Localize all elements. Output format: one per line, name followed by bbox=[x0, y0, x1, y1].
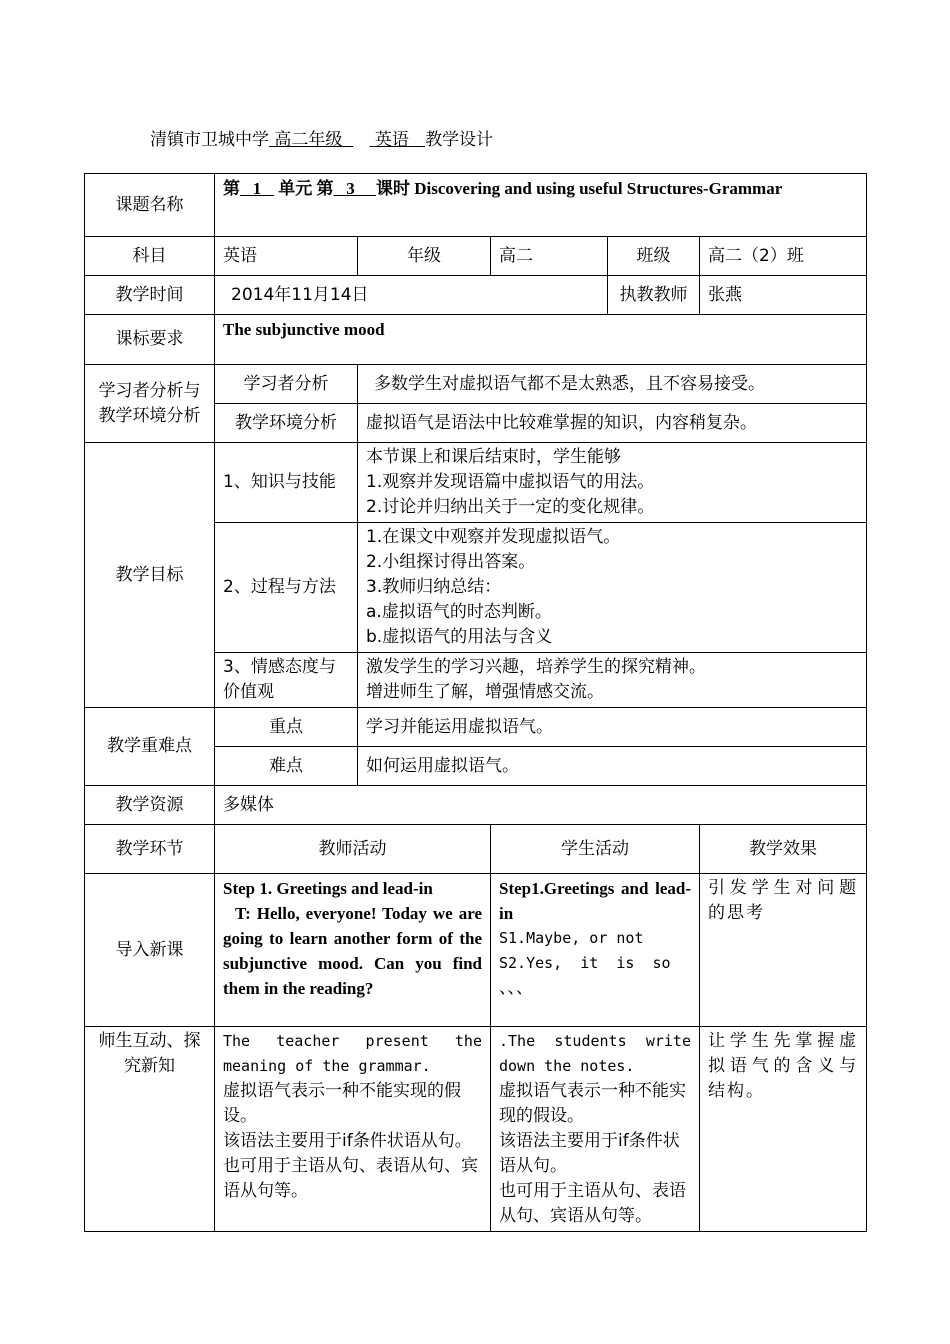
row-subject bbox=[85, 237, 867, 276]
lesson-plan-table bbox=[84, 173, 867, 1232]
intro-effect: 引发学生对问题的思考 bbox=[700, 874, 867, 1027]
intro-student-line: S2.Yes, it is so bbox=[499, 954, 671, 972]
explore-teacher-line: 虚拟语气表示一种不能实现的假设。 bbox=[223, 1081, 461, 1126]
goal3-line: 激发学生的学习兴趣，培养学生的探究精神。 bbox=[366, 657, 706, 677]
goal1-content bbox=[358, 443, 867, 523]
grade-value: 高二 bbox=[491, 237, 608, 276]
explore-effect: 让学生先掌握虚拟语气的含义与结构。 bbox=[700, 1027, 867, 1232]
row-resource bbox=[85, 786, 867, 825]
goal2-line: 1.在课文中观察并发现虚拟语气。 bbox=[366, 527, 621, 547]
goal1-line: 本节课上和课后结束时，学生能够 bbox=[366, 447, 621, 467]
row-intro bbox=[85, 874, 867, 1027]
time-label: 教学时间 bbox=[85, 276, 215, 315]
class-label: 班级 bbox=[608, 237, 700, 276]
explore-teacher bbox=[215, 1027, 491, 1232]
row-focus bbox=[85, 708, 867, 747]
explore-teacher-en: The teacher present the meaning of the grammar. bbox=[223, 1032, 482, 1075]
row-activity-header bbox=[85, 825, 867, 874]
resource-label: 教学资源 bbox=[85, 786, 215, 825]
document-header bbox=[150, 125, 493, 150]
focus-label: 重点 bbox=[215, 708, 358, 747]
topic-label: 课题名称 bbox=[85, 174, 215, 237]
subject-label: 科目 bbox=[85, 237, 215, 276]
effect-label: 教学效果 bbox=[700, 825, 867, 874]
intro-teacher bbox=[215, 874, 491, 1027]
explore-student-line: 也可用于主语从句、表语从句、宾语从句等。 bbox=[499, 1181, 686, 1226]
learner-label: 学习者分析 bbox=[215, 365, 358, 404]
intro-label: 导入新课 bbox=[85, 874, 215, 1027]
intro-student-line: 、、、 bbox=[499, 978, 533, 998]
topic-value: 第 1 单元 第 3 课时 Discovering and using useful Structures-Grammar bbox=[215, 174, 867, 237]
key-label: 教学重难点 bbox=[85, 708, 215, 786]
row-standard bbox=[85, 315, 867, 365]
explore-teacher-line: 该语法主要用于if条件状语从句。 bbox=[223, 1131, 472, 1151]
goal2-line: b.虚拟语气的用法与含义 bbox=[366, 627, 553, 647]
class-value: 高二（2）班 bbox=[700, 237, 867, 276]
grade-label: 年级 bbox=[358, 237, 491, 276]
intro-teacher-text: T: Hello, everyone! Today we are going to learn another form of the subjunctive mood. Can you find them in the reading? bbox=[223, 904, 482, 998]
row-goal1 bbox=[85, 443, 867, 523]
row-topic bbox=[85, 174, 867, 237]
goal2-content bbox=[358, 523, 867, 653]
env-label: 教学环境分析 bbox=[215, 404, 358, 443]
resource-value: 多媒体 bbox=[215, 786, 867, 825]
time-value: 2014年11月14日 bbox=[215, 276, 608, 315]
goal1-label: 1、知识与技能 bbox=[215, 443, 358, 523]
analysis-label: 学习者分析与教学环境分析 bbox=[85, 365, 215, 443]
intro-student-title: Step1.Greetings and lead-in bbox=[499, 879, 691, 923]
explore-student bbox=[491, 1027, 700, 1232]
explore-label: 师生互动、探究新知 bbox=[85, 1027, 215, 1232]
goals-label: 教学目标 bbox=[85, 443, 215, 708]
explore-teacher-line: 也可用于主语从句、表语从句、宾语从句等。 bbox=[223, 1156, 478, 1201]
student-activity-label: 学生活动 bbox=[491, 825, 700, 874]
row-explore bbox=[85, 1027, 867, 1232]
teacher-activity-label: 教师活动 bbox=[215, 825, 491, 874]
doc-title: 教学设计 bbox=[425, 130, 494, 150]
standard-value: The subjunctive mood bbox=[215, 315, 867, 365]
grade-name: 高二年级 bbox=[274, 130, 343, 150]
teacher-label: 执教教师 bbox=[608, 276, 700, 315]
goal2-line: 2.小组探讨得出答案。 bbox=[366, 552, 536, 572]
goal3-content bbox=[358, 653, 867, 708]
explore-student-en: .The students write down the notes. bbox=[499, 1032, 691, 1075]
env-value: 虚拟语气是语法中比较难掌握的知识，内容稍复杂。 bbox=[358, 404, 867, 443]
intro-teacher-title: Step 1. Greetings and lead-in bbox=[223, 879, 433, 898]
row-time bbox=[85, 276, 867, 315]
intro-student-line: S1.Maybe, or not bbox=[499, 929, 644, 947]
difficulty-label: 难点 bbox=[215, 747, 358, 786]
school-name: 清镇市卫城中学 bbox=[150, 130, 269, 150]
goal2-line: 3.教师归纳总结： bbox=[366, 577, 502, 597]
teacher-value: 张燕 bbox=[700, 276, 867, 315]
goal3-line: 增进师生了解，增强情感交流。 bbox=[366, 682, 604, 702]
goal2-line: a.虚拟语气的时态判断。 bbox=[366, 602, 552, 622]
learner-value: 多数学生对虚拟语气都不是太熟悉，且不容易接受。 bbox=[358, 365, 867, 404]
subject-name: 英语 bbox=[374, 130, 409, 150]
explore-student-line: 虚拟语气表示一种不能实现的假设。 bbox=[499, 1081, 686, 1126]
subject-value: 英语 bbox=[215, 237, 358, 276]
goal2-label: 2、过程与方法 bbox=[215, 523, 358, 653]
explore-student-line: 该语法主要用于if条件状语从句。 bbox=[499, 1131, 680, 1176]
stage-label: 教学环节 bbox=[85, 825, 215, 874]
goal1-line: 1.观察并发现语篇中虚拟语气的用法。 bbox=[366, 472, 655, 492]
row-learner bbox=[85, 365, 867, 404]
goal1-line: 2.讨论并归纳出关于一定的变化规律。 bbox=[366, 497, 655, 517]
intro-student bbox=[491, 874, 700, 1027]
difficulty-value: 如何运用虚拟语气。 bbox=[358, 747, 867, 786]
standard-label: 课标要求 bbox=[85, 315, 215, 365]
goal3-label: 3、情感态度与价值观 bbox=[215, 653, 358, 708]
focus-value: 学习并能运用虚拟语气。 bbox=[358, 708, 867, 747]
